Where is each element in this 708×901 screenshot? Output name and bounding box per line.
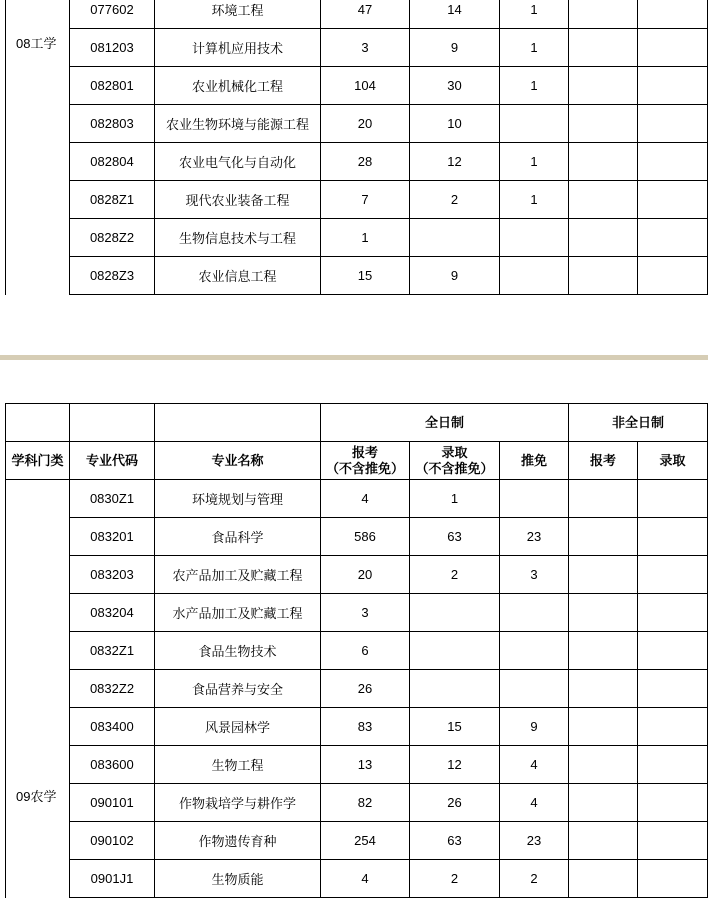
code-cell: 090102 [70, 822, 155, 860]
parttime-apply-cell [569, 556, 638, 594]
parttime-apply-cell [569, 632, 638, 670]
apply-cell: 4 [321, 860, 410, 898]
apply-cell: 3 [321, 594, 410, 632]
exempt-cell: 1 [500, 29, 569, 67]
parttime-admit-cell [638, 860, 708, 898]
blank-cell [6, 404, 70, 442]
name-cell: 风景园林学 [155, 708, 321, 746]
blank-cell [70, 404, 155, 442]
category-header: 学科门类 [6, 442, 70, 480]
code-cell: 083400 [70, 708, 155, 746]
admit-cell [410, 670, 500, 708]
table-row [6, 105, 708, 143]
parttime-admit-cell [638, 556, 708, 594]
page-divider [0, 355, 708, 360]
parttime-group-header: 非全日制 [569, 404, 708, 442]
parttime-admit-cell [638, 143, 708, 181]
parttime-apply-cell [569, 105, 638, 143]
name-cell: 农业电气化与自动化 [155, 143, 321, 181]
admit-cell: 2 [410, 181, 500, 219]
code-header: 专业代码 [70, 442, 155, 480]
table-row [6, 181, 708, 219]
apply-cell: 26 [321, 670, 410, 708]
name-cell: 环境工程 [155, 0, 321, 29]
exempt-cell: 23 [500, 822, 569, 860]
apply-cell: 6 [321, 632, 410, 670]
apply-cell: 7 [321, 181, 410, 219]
table-row [6, 67, 708, 105]
parttime-apply-cell [569, 708, 638, 746]
apply-cell: 104 [321, 67, 410, 105]
admissions-table-top [5, 0, 708, 295]
exempt-cell: 1 [500, 143, 569, 181]
exempt-cell [500, 480, 569, 518]
name-cell: 作物栽培学与耕作学 [155, 784, 321, 822]
apply-cell: 82 [321, 784, 410, 822]
name-cell: 食品营养与安全 [155, 670, 321, 708]
apply-cell: 47 [321, 0, 410, 29]
code-cell: 083600 [70, 746, 155, 784]
exempt-cell: 1 [500, 67, 569, 105]
code-cell: 0828Z3 [70, 257, 155, 295]
table-row [6, 860, 708, 898]
parttime-admit-cell [638, 29, 708, 67]
table-row [6, 632, 708, 670]
table-row [6, 670, 708, 708]
exempt-cell [500, 594, 569, 632]
parttime-apply-cell [569, 746, 638, 784]
exempt-cell [500, 257, 569, 295]
admit-cell: 1 [410, 480, 500, 518]
table-row [6, 784, 708, 822]
parttime-apply-cell [569, 181, 638, 219]
name-cell: 生物工程 [155, 746, 321, 784]
parttime-admit-cell [638, 708, 708, 746]
table-row [6, 708, 708, 746]
code-cell: 082803 [70, 105, 155, 143]
exempt-cell [500, 632, 569, 670]
exempt-cell: 23 [500, 518, 569, 556]
exempt-cell: 1 [500, 0, 569, 29]
admit-header: 录取 （不含推免） [410, 442, 500, 480]
parttime-admit-cell [638, 822, 708, 860]
admit-cell: 2 [410, 556, 500, 594]
table-row [6, 257, 708, 295]
parttime-apply-cell [569, 257, 638, 295]
parttime-apply-cell [569, 219, 638, 257]
parttime-admit-cell [638, 632, 708, 670]
admit-cell: 30 [410, 67, 500, 105]
name-cell: 生物信息技术与工程 [155, 219, 321, 257]
table-row [6, 143, 708, 181]
exempt-cell: 2 [500, 860, 569, 898]
name-cell: 作物遗传育种 [155, 822, 321, 860]
apply-cell: 83 [321, 708, 410, 746]
code-cell: 077602 [70, 0, 155, 29]
exempt-cell: 3 [500, 556, 569, 594]
apply-cell: 13 [321, 746, 410, 784]
table-row [6, 0, 708, 29]
parttime-admit-cell [638, 784, 708, 822]
admit-cell [410, 594, 500, 632]
code-cell: 0832Z2 [70, 670, 155, 708]
code-cell: 0830Z1 [70, 480, 155, 518]
column-header-row [6, 442, 708, 480]
name-cell: 食品科学 [155, 518, 321, 556]
exempt-cell [500, 219, 569, 257]
fulltime-group-header: 全日制 [321, 404, 569, 442]
name-cell: 环境规划与管理 [155, 480, 321, 518]
parttime-apply-header: 报考 [569, 442, 638, 480]
parttime-admit-cell [638, 0, 708, 29]
admit-cell: 26 [410, 784, 500, 822]
apply-header: 报考 （不含推免） [321, 442, 410, 480]
parttime-admit-cell [638, 67, 708, 105]
admit-cell: 63 [410, 822, 500, 860]
code-cell: 082804 [70, 143, 155, 181]
exempt-cell: 1 [500, 181, 569, 219]
table-row [6, 822, 708, 860]
admit-cell: 15 [410, 708, 500, 746]
code-cell: 082801 [70, 67, 155, 105]
apply-cell: 20 [321, 556, 410, 594]
parttime-admit-cell [638, 105, 708, 143]
parttime-apply-cell [569, 594, 638, 632]
table-row [6, 219, 708, 257]
apply-cell: 3 [321, 29, 410, 67]
admit-cell [410, 219, 500, 257]
code-cell: 083204 [70, 594, 155, 632]
exempt-cell: 4 [500, 784, 569, 822]
admit-cell: 12 [410, 746, 500, 784]
parttime-apply-cell [569, 0, 638, 29]
table-row [6, 746, 708, 784]
parttime-admit-cell [638, 480, 708, 518]
code-cell: 081203 [70, 29, 155, 67]
table-row [6, 594, 708, 632]
exempt-cell [500, 670, 569, 708]
category-cell: 09农学 [6, 784, 70, 898]
blank-cell [155, 404, 321, 442]
admit-cell: 12 [410, 143, 500, 181]
name-cell: 农业信息工程 [155, 257, 321, 295]
parttime-apply-cell [569, 480, 638, 518]
parttime-admit-cell [638, 670, 708, 708]
code-cell: 0901J1 [70, 860, 155, 898]
parttime-admit-header: 录取 [638, 442, 708, 480]
apply-cell: 28 [321, 143, 410, 181]
parttime-apply-cell [569, 670, 638, 708]
code-cell: 083203 [70, 556, 155, 594]
apply-cell: 15 [321, 257, 410, 295]
table-row [6, 480, 708, 518]
name-cell: 生物质能 [155, 860, 321, 898]
code-cell: 090101 [70, 784, 155, 822]
name-cell: 农产品加工及贮藏工程 [155, 556, 321, 594]
table-row [6, 29, 708, 67]
parttime-admit-cell [638, 518, 708, 556]
admit-cell: 9 [410, 29, 500, 67]
code-cell: 0832Z1 [70, 632, 155, 670]
admit-cell: 2 [410, 860, 500, 898]
code-cell: 0828Z1 [70, 181, 155, 219]
apply-cell: 4 [321, 480, 410, 518]
name-header: 专业名称 [155, 442, 321, 480]
parttime-admit-cell [638, 594, 708, 632]
apply-cell: 586 [321, 518, 410, 556]
group-header-row [6, 404, 708, 442]
code-cell: 0828Z2 [70, 219, 155, 257]
admit-cell: 63 [410, 518, 500, 556]
exempt-header: 推免 [500, 442, 569, 480]
admit-cell: 10 [410, 105, 500, 143]
parttime-apply-cell [569, 143, 638, 181]
table-row [6, 518, 708, 556]
parttime-admit-cell [638, 181, 708, 219]
category-cell-blank [6, 0, 70, 29]
parttime-admit-cell [638, 746, 708, 784]
parttime-apply-cell [569, 784, 638, 822]
parttime-apply-cell [569, 67, 638, 105]
name-cell: 水产品加工及贮藏工程 [155, 594, 321, 632]
parttime-apply-cell [569, 860, 638, 898]
table-row [6, 556, 708, 594]
parttime-apply-cell [569, 822, 638, 860]
parttime-apply-cell [569, 518, 638, 556]
code-cell: 083201 [70, 518, 155, 556]
apply-cell: 1 [321, 219, 410, 257]
exempt-cell: 9 [500, 708, 569, 746]
admit-cell: 9 [410, 257, 500, 295]
name-cell: 现代农业装备工程 [155, 181, 321, 219]
exempt-cell: 4 [500, 746, 569, 784]
apply-cell: 20 [321, 105, 410, 143]
exempt-cell [500, 105, 569, 143]
category-cell: 08工学 [6, 29, 70, 295]
category-cell-blank [6, 480, 70, 784]
name-cell: 计算机应用技术 [155, 29, 321, 67]
admit-cell: 14 [410, 0, 500, 29]
admit-cell [410, 632, 500, 670]
parttime-apply-cell [569, 29, 638, 67]
name-cell: 农业生物环境与能源工程 [155, 105, 321, 143]
parttime-admit-cell [638, 257, 708, 295]
admissions-table-bottom [5, 403, 708, 898]
apply-cell: 254 [321, 822, 410, 860]
name-cell: 农业机械化工程 [155, 67, 321, 105]
name-cell: 食品生物技术 [155, 632, 321, 670]
parttime-admit-cell [638, 219, 708, 257]
